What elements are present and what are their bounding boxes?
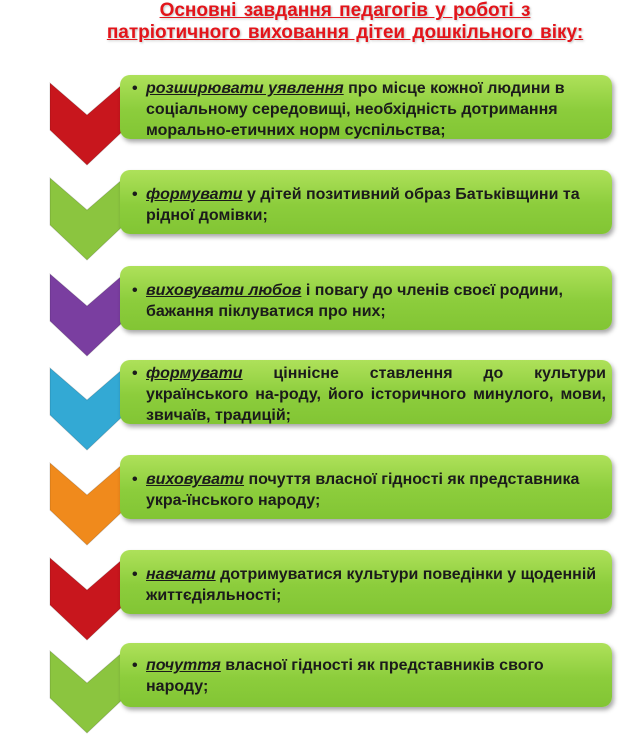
chevron-down-icon [50,550,124,642]
task-text: і повагу до членів своєї родини, бажання піклуватися про них; [146,282,563,320]
task-keyword: виховувати любов [146,282,302,299]
title-line-2: патріотичного виховання дітеи дошкільного віку: [106,22,584,43]
task-box [120,455,612,519]
task-text: почуття власної гідності як представника укра-їнського народу; [146,471,580,509]
task-text: власної гідності як представників свого народу; [146,657,544,695]
chevron-down-icon [50,75,124,167]
bullet: • [132,657,138,674]
chevron-down-icon [50,266,124,358]
title-line-1: Основні завдання педагогів у роботі з [159,0,531,21]
task-keyword: навчати [146,566,216,583]
bullet: • [132,282,138,299]
bullet: • [132,365,138,382]
task-text: про місце кожної людини в соціальному середовищі, необхідність дотримання морально-етичних норм суспільства; [146,80,565,139]
chevron-down-icon [50,360,124,452]
chevron-down-icon [50,170,124,262]
task-box [120,75,612,139]
chevron-down-icon [50,455,124,547]
task-text: у дітей позитивний образ Батьківщини та рідної домівки; [146,186,580,224]
task-box [120,266,612,330]
task-row [0,266,639,358]
task-keyword: розширювати уявлення [146,80,344,97]
bullet: • [132,80,138,97]
task-box [120,360,612,424]
task-keyword: формувати [146,365,243,382]
task-box [120,550,612,614]
chevron-down-icon [50,643,124,735]
bullet: • [132,471,138,488]
bullet: • [132,186,138,203]
task-keyword: формувати [146,186,243,203]
task-keyword: виховувати [146,471,245,488]
page-title [60,0,630,44]
task-text: дотримуватися культури поведінки у щоденній життєдіяльності; [146,566,597,604]
bullet: • [132,566,138,583]
task-box [120,643,612,707]
task-row [0,550,639,642]
task-keyword: почуття [146,657,221,674]
task-row [0,643,639,735]
task-text: ціннісне ставлення до культури українського на-роду, його історичного минулого, мови, звичаїв, традицій; [146,365,606,424]
task-row [0,75,639,167]
task-row [0,170,639,262]
task-box [120,170,612,234]
task-row [0,360,639,452]
task-row [0,455,639,547]
